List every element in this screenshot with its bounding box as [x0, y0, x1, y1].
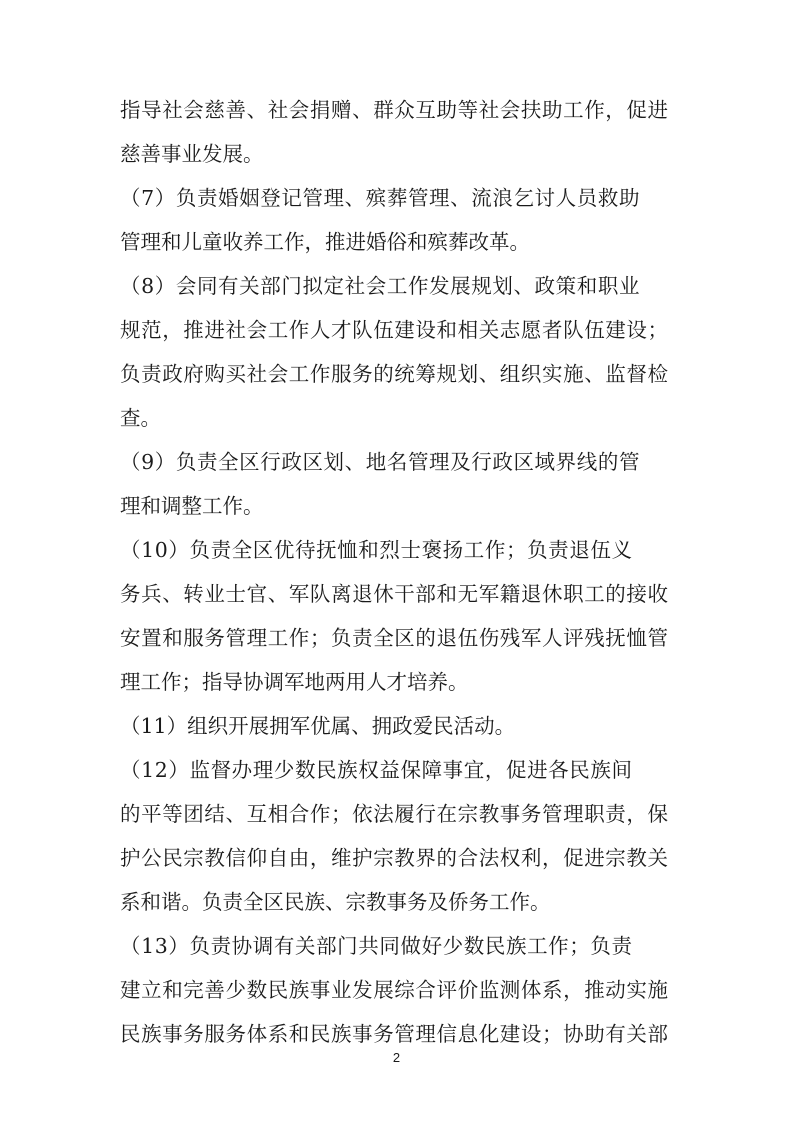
text-line: 规范，推进社会工作人才队伍建设和相关志愿者队伍建设； [120, 318, 669, 342]
text-line: （9）负责全区行政区划、地名管理及行政区域界线的管 [120, 450, 641, 474]
text-line: （7）负责婚姻登记管理、殡葬管理、流浪乞讨人员救助 [120, 186, 641, 210]
text-line: 指导社会慈善、社会捐赠、群众互助等社会扶助工作，促进 [120, 98, 669, 122]
text-line: 建立和完善少数民族事业发展综合评价监测体系，推动实施 [120, 978, 669, 1002]
text-line: 民族事务服务体系和民族事务管理信息化建设；协助有关部 [120, 1022, 669, 1046]
text-line: （11）组织开展拥军优属、拥政爱民活动。 [120, 714, 516, 738]
text-line: 慈善事业发展。 [120, 142, 264, 166]
text-line: 的平等团结、互相合作；依法履行在宗教事务管理职责，保 [120, 802, 669, 826]
page-number: 2 [392, 1050, 401, 1065]
text-line: 理工作；指导协调军地两用人才培养。 [120, 670, 469, 694]
text-line: 理和调整工作。 [120, 494, 264, 518]
text-line: 护公民宗教信仰自由，维护宗教界的合法权利，促进宗教关 [120, 846, 669, 870]
text-line: （10）负责全区优待抚恤和烈士褒扬工作；负责退伍义 [120, 538, 633, 562]
text-line: 务兵、转业士官、军队离退休干部和无军籍退休职工的接收 [120, 582, 669, 606]
text-line: 查。 [120, 406, 161, 430]
text-line: 系和谐。负责全区民族、宗教事务及侨务工作。 [120, 890, 551, 914]
text-line: （8）会同有关部门拟定社会工作发展规划、政策和职业 [120, 274, 641, 298]
text-line: （12）监督办理少数民族权益保障事宜，促进各民族间 [120, 758, 633, 782]
text-line: 负责政府购买社会工作服务的统筹规划、组织实施、监督检 [120, 362, 669, 386]
text-line: 管理和儿童收养工作，推进婚俗和殡葬改革。 [120, 230, 530, 254]
text-line: 安置和服务管理工作；负责全区的退伍伤残军人评残抚恤管 [120, 626, 669, 650]
text-line: （13）负责协调有关部门共同做好少数民族工作；负责 [120, 934, 633, 958]
